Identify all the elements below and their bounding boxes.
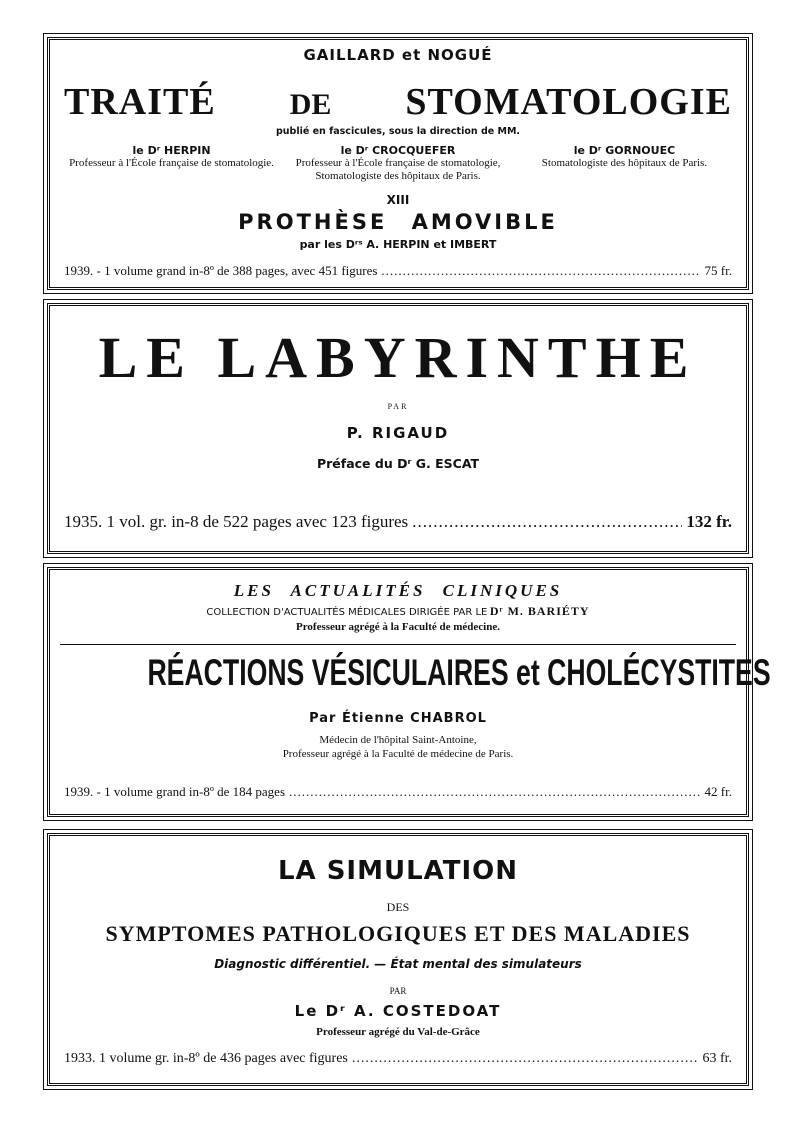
author-desc: Stomatologiste des hôpitaux de Paris. (541, 157, 708, 169)
author-name: le Dʳ CROCQUEFER (340, 144, 456, 157)
ad-reactions-vesiculaires (47, 567, 771, 817)
main-title: LE LABYRINTHE (98, 325, 698, 390)
par-label: PAR (389, 986, 407, 996)
price-line (64, 263, 732, 279)
price: 75 fr. (704, 263, 732, 278)
ad-labyrinthe (47, 303, 749, 554)
author-name: le Dʳ GORNOUEC (573, 144, 676, 157)
author-col (286, 144, 509, 183)
ad-stomatologie (47, 37, 749, 290)
price-line (64, 1051, 732, 1067)
tagline: Diagnostic différentiel. — État mental des simulateurs (214, 957, 582, 971)
price: 132 fr. (686, 512, 732, 531)
main-title: LA SIMULATION (277, 856, 519, 886)
collection-director: Dʳ M. BARIÉTY (489, 604, 590, 618)
subtitle: publié en fascicules, sous la direction de MM. (275, 126, 521, 137)
price-text: 1935. 1 vol. gr. in-8 de 522 pages avec 123 figures (64, 512, 409, 531)
main-title (64, 80, 732, 124)
author-desc-2: Professeur agrégé à la Faculté de médecine de Paris. (282, 748, 514, 760)
author-desc: Professeur à l'École française de stomatologie. (69, 157, 274, 169)
preface: Préface du Dʳ G. ESCAT (316, 456, 480, 471)
leader-dots (352, 1051, 699, 1067)
publishers: GAILLARD et NOGUÉ (303, 46, 493, 64)
par-label: PAR (387, 402, 409, 411)
volume-number: XIII (386, 193, 410, 207)
collection-prefix: COLLECTION D'ACTUALITÉS MÉDICALES DIRIGÉE PAR LE (206, 607, 488, 618)
price: 42 fr. (704, 784, 732, 799)
leader-dots (381, 263, 700, 279)
author-col (513, 144, 736, 183)
author-col (60, 144, 283, 183)
subtitle: SYMPTOMES PATHOLOGIQUES ET DES MALADIES (105, 921, 691, 946)
leader-dots (412, 512, 682, 532)
divider (60, 644, 736, 645)
series-title: LES ACTUALITÉS CLINIQUES (233, 581, 563, 600)
price-line (64, 512, 732, 532)
title-right: STOMATOLOGIE (405, 81, 732, 123)
author-desc: Professeur agrégé du Val-de-Grâce (316, 1026, 480, 1038)
author-desc-1: Médecin de l'hôpital Saint-Antoine, (319, 734, 477, 746)
author-desc: Professeur à l'École française de stomatologie, Stomatologiste des hôpitaux de Paris. (295, 157, 501, 182)
director-title: Professeur agrégé à la Faculté de médecine. (296, 621, 500, 633)
author-name: le Dʳ HERPIN (132, 144, 211, 157)
ad-simulation (47, 833, 749, 1086)
work-title: PROTHÈSE AMOVIBLE (238, 210, 558, 234)
title-mid: DE (289, 88, 332, 121)
price-text: 1939. - 1 volume grand in-8º de 184 pages (64, 784, 286, 799)
price: 63 fr. (702, 1051, 732, 1066)
price-line (64, 784, 732, 800)
author: Le Dʳ A. COSTEDOAT (294, 1002, 502, 1020)
main-title: RÉACTIONS VÉSICULAIRES et CHOLÉCYSTITES (147, 652, 771, 693)
price-text: 1933. 1 volume gr. in-8º de 436 pages avec figures (64, 1051, 348, 1066)
collection-line (50, 604, 746, 619)
author: Par Étienne CHABROL (309, 711, 487, 726)
author: P. RIGAUD (346, 424, 450, 442)
price-text: 1939. - 1 volume grand in-8º de 388 pages, avec 451 figures (64, 263, 378, 278)
authors-row (60, 144, 736, 183)
title-left: TRAITÉ (64, 81, 216, 123)
work-authors: par les Dʳˢ A. HERPIN et IMBERT (299, 238, 497, 251)
des-label: DES (386, 900, 410, 914)
leader-dots (289, 784, 701, 800)
